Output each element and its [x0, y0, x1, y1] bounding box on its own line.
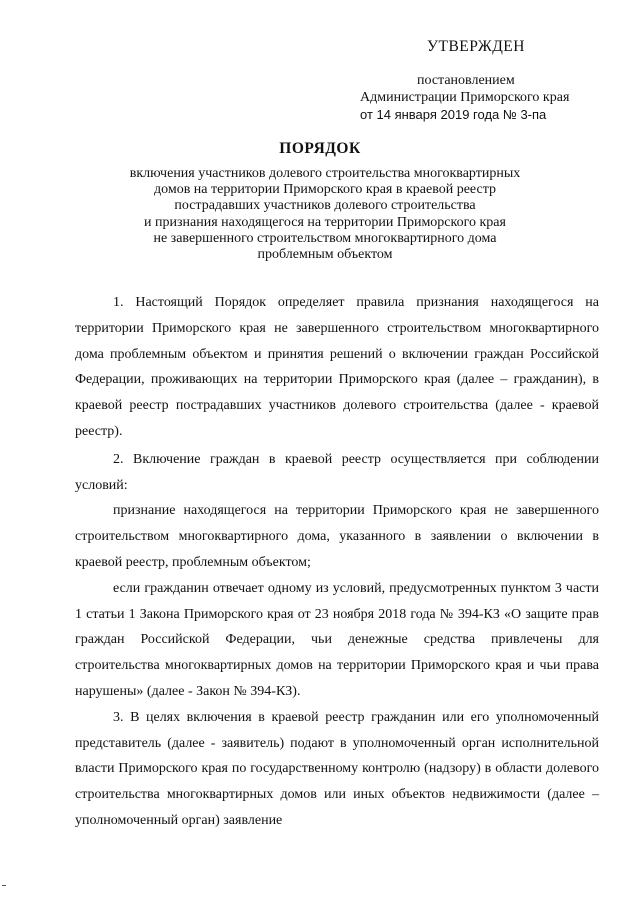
paragraph-2-condition-2: если гражданин отвечает одному из условий, предусмотренных пунктом 3 части 1 статьи 1 Закона Приморского края от 23 ноября 2018 года № 394-КЗ «О защите прав граждан Российской Федерации, чьи денежные средства привлечены для строительства многоквартирных домов на территории Приморского края и чьи права нарушены» (далее - Закон № 394-КЗ). — [75, 580, 599, 699]
approved-heading: УТВЕРЖДЕН — [427, 38, 525, 55]
subtitle-line: пострадавших участников долевого строительства — [174, 198, 476, 214]
paragraph-2-condition-1: признание находящегося на территории Приморского края не завершенного строительством многоквартирного дома, указанного в заявлении о включении в краевой реестр, проблемным объектом; — [75, 503, 599, 570]
subtitle-line: включения участников долевого строительства многоквартирных — [129, 166, 521, 181]
scan-mark — [2, 885, 6, 886]
subtitle-line: и признания находящегося на территории Приморского края — [144, 214, 506, 230]
paragraph-1: 1. Настоящий Порядок определяет правила признания находящегося на территории Приморского края не завершенного строительством многоквартирного дома проблемным объектом и принятия решений о включении граждан Российской Федерации, проживающих на территории Приморского края (далее – гражданин), в краевой реестр пострадавших участников долевого строительства (далее - краевой реестр). — [75, 295, 599, 439]
document-title: ПОРЯДОК — [279, 140, 361, 157]
subtitle-line: не завершенного строительством многоквартирного дома — [153, 230, 497, 246]
subtitle-line: проблемным объектом — [257, 247, 393, 263]
document-body — [75, 290, 599, 834]
paragraph-2: 2. Включение граждан в краевой реестр осуществляется при соблюдении условий: — [75, 451, 599, 493]
approval-stamp — [355, 38, 605, 123]
approval-decree-line: постановлением — [417, 73, 515, 88]
approval-date-line: от 14 января 2019 года № 3-па — [360, 107, 547, 122]
approval-authority-line: Администрации Приморского края — [360, 90, 570, 105]
subtitle-line: домов на территории Приморского края в краевой реестр — [153, 182, 496, 198]
document-subtitle — [90, 166, 560, 263]
paragraph-3: 3. В целях включения в краевой реестр гражданин или его уполномоченный представитель (далее - заявитель) подают в уполномоченный орган исполнительной власти Приморского края по государственному контролю (надзору) в области долевого строительства многоквартирных домов или иных объектов недвижимости (далее – уполномоченный орган) заявление — [75, 709, 599, 828]
